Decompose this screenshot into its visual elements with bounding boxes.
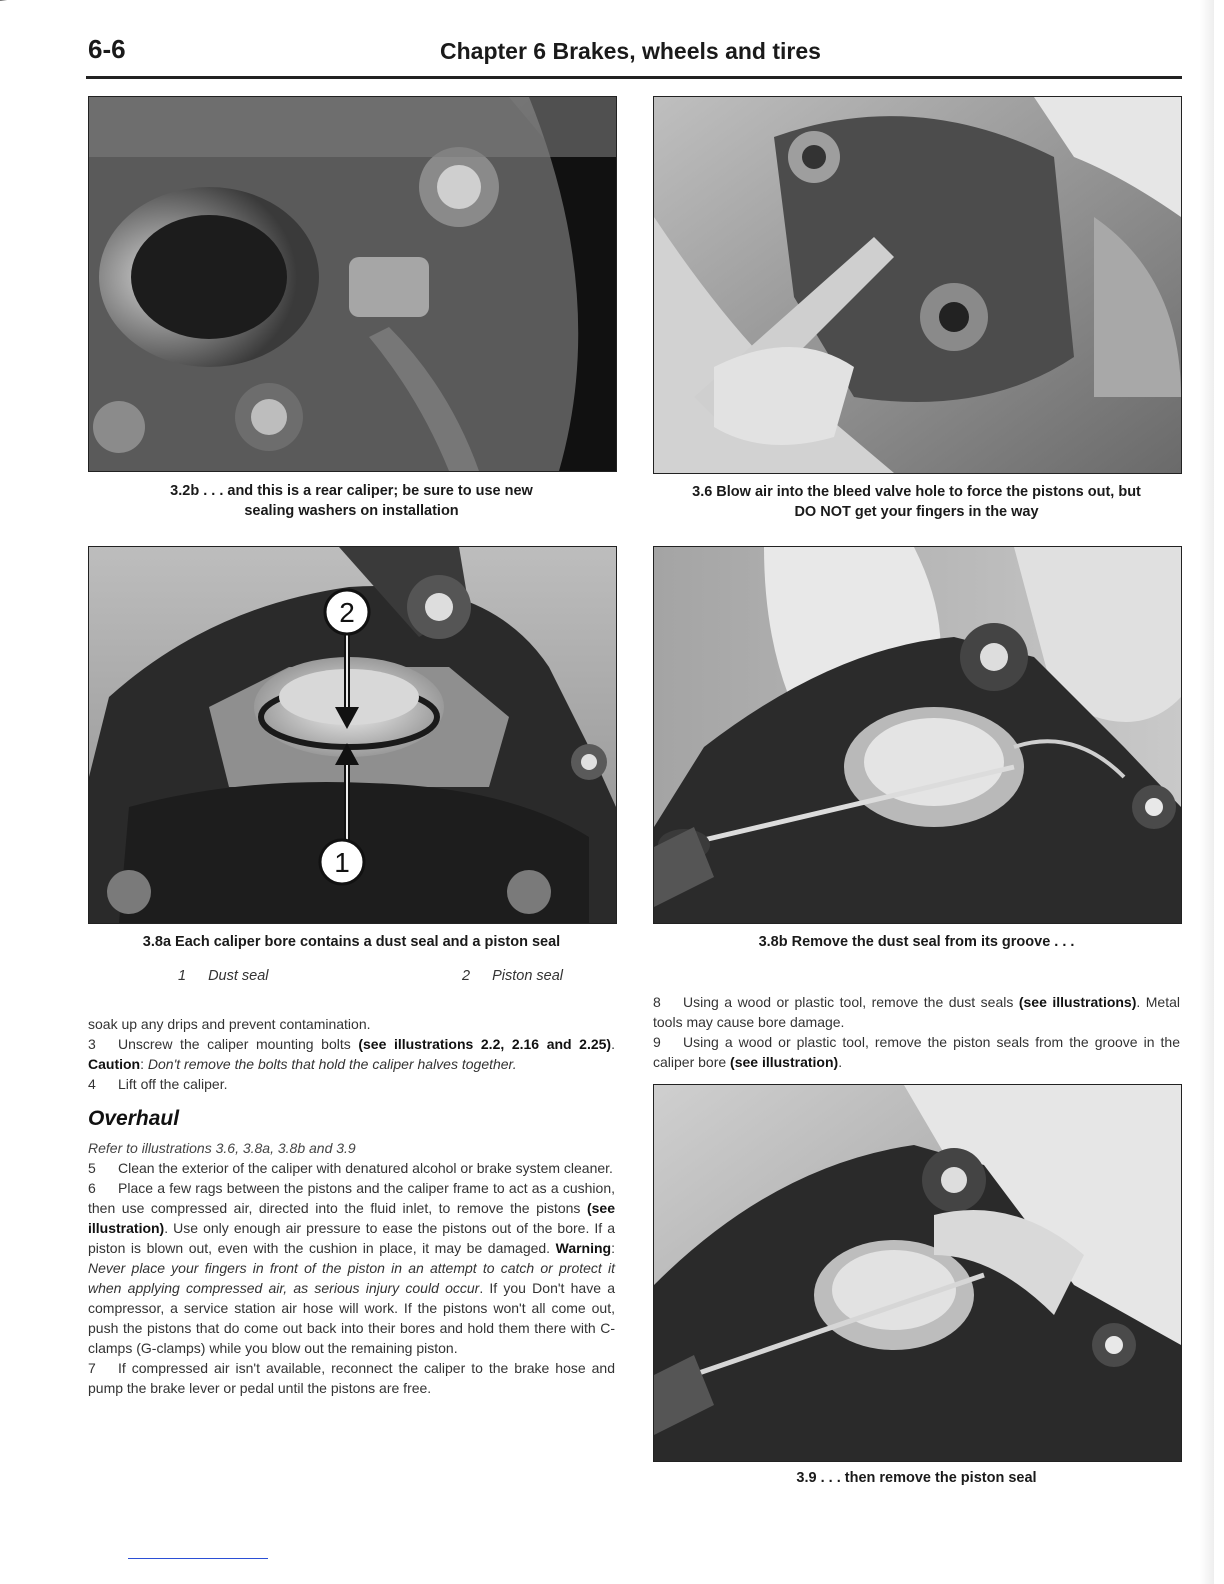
paragraph-5: 5 Clean the exterior of the caliper with denatured alcohol or brake system cleaner.: [88, 1160, 613, 1176]
paragraph-7: 7 If compressed air isn't available, reconnect the caliper to the brake hose and pump the brake lever or pedal until the pistons are free.: [88, 1360, 615, 1396]
paragraph-6: 6 Place a few rags between the pistons and the caliper frame to act as a cushion, then use compressed air, directed into the fluid inlet, to remove the pistons (see illustration). Use only enough air pressure to ease the pistons out of the bore. If a piston is blown out, even with the cushion in place, it may be damaged. Warning: Never place your fingers in front of the piston in an attempt to catch or protect it when applying compressed air, as serious injury could occur. If you Don't have a compressor, a service station air hose will work. If the pistons won't all come out, push the pistons that do come out back into their bores and hold them there with C-clamps (G-clamps) while you blow out the remaining piston.: [88, 1180, 615, 1356]
callout-2: 2: [339, 597, 355, 628]
caption-3-8a: 3.8a Each caliper bore contains a dust seal and a piston seal: [142, 934, 561, 950]
page-number: 6-6: [88, 34, 126, 64]
page-corner-mark: [0, 0, 21, 11]
header-rule: [86, 76, 1182, 79]
paragraph-3: 3 Unscrew the caliper mounting bolts (see illustrations 2.2, 2.16 and 2.25). Caution: Don't remove the bolts that hold the caliper halves together.: [88, 1036, 615, 1072]
refer-to-illustrations: Refer to illustrations 3.6, 3.8a, 3.8b and 3.9: [88, 1140, 356, 1156]
photo-remove-piston-seal: [653, 1084, 1182, 1462]
caption-3-8b: 3.8b Remove the dust seal from its groove . . .: [758, 934, 1075, 950]
footer-link-underline: [128, 1558, 268, 1559]
caption-3-2b: 3.2b . . . and this is a rear caliper; be sure to use new sealing washers on installation: [170, 483, 533, 519]
left-text-column: [88, 1014, 615, 1398]
chapter-title: Chapter 6 Brakes, wheels and tires: [440, 38, 821, 64]
page-edge-shadow: [1200, 0, 1214, 1584]
callout-1: 1: [334, 847, 350, 878]
legend-item-piston-seal: 2 Piston seal: [462, 968, 564, 984]
paragraph-continued: soak up any drips and prevent contamination.: [88, 1016, 371, 1032]
legend-item-dust-seal: 1 Dust seal: [178, 968, 269, 984]
caption-3-6: 3.6 Blow air into the bleed valve hole to force the pistons out, but DO NOT get your fingers in the way: [692, 484, 1141, 520]
right-text-column: [653, 992, 1180, 1072]
paragraph-8: 8 Using a wood or plastic tool, remove the dust seals (see illustrations). Metal tools may cause bore damage.: [653, 994, 1181, 1030]
photo-remove-dust-seal: [653, 546, 1182, 924]
section-heading-overhaul: Overhaul: [88, 1107, 180, 1130]
paragraph-9: 9 Using a wood or plastic tool, remove the piston seals from the groove in the caliper bore (see illustration).: [653, 1034, 1180, 1070]
caption-3-9: 3.9 . . . then remove the piston seal: [796, 1470, 1037, 1486]
photo-rear-caliper: [88, 96, 617, 472]
photo-blow-air-bleed-valve: [653, 96, 1182, 474]
paragraph-4: 4 Lift off the caliper.: [88, 1076, 228, 1092]
photo-caliper-bore-seals: [88, 546, 617, 924]
